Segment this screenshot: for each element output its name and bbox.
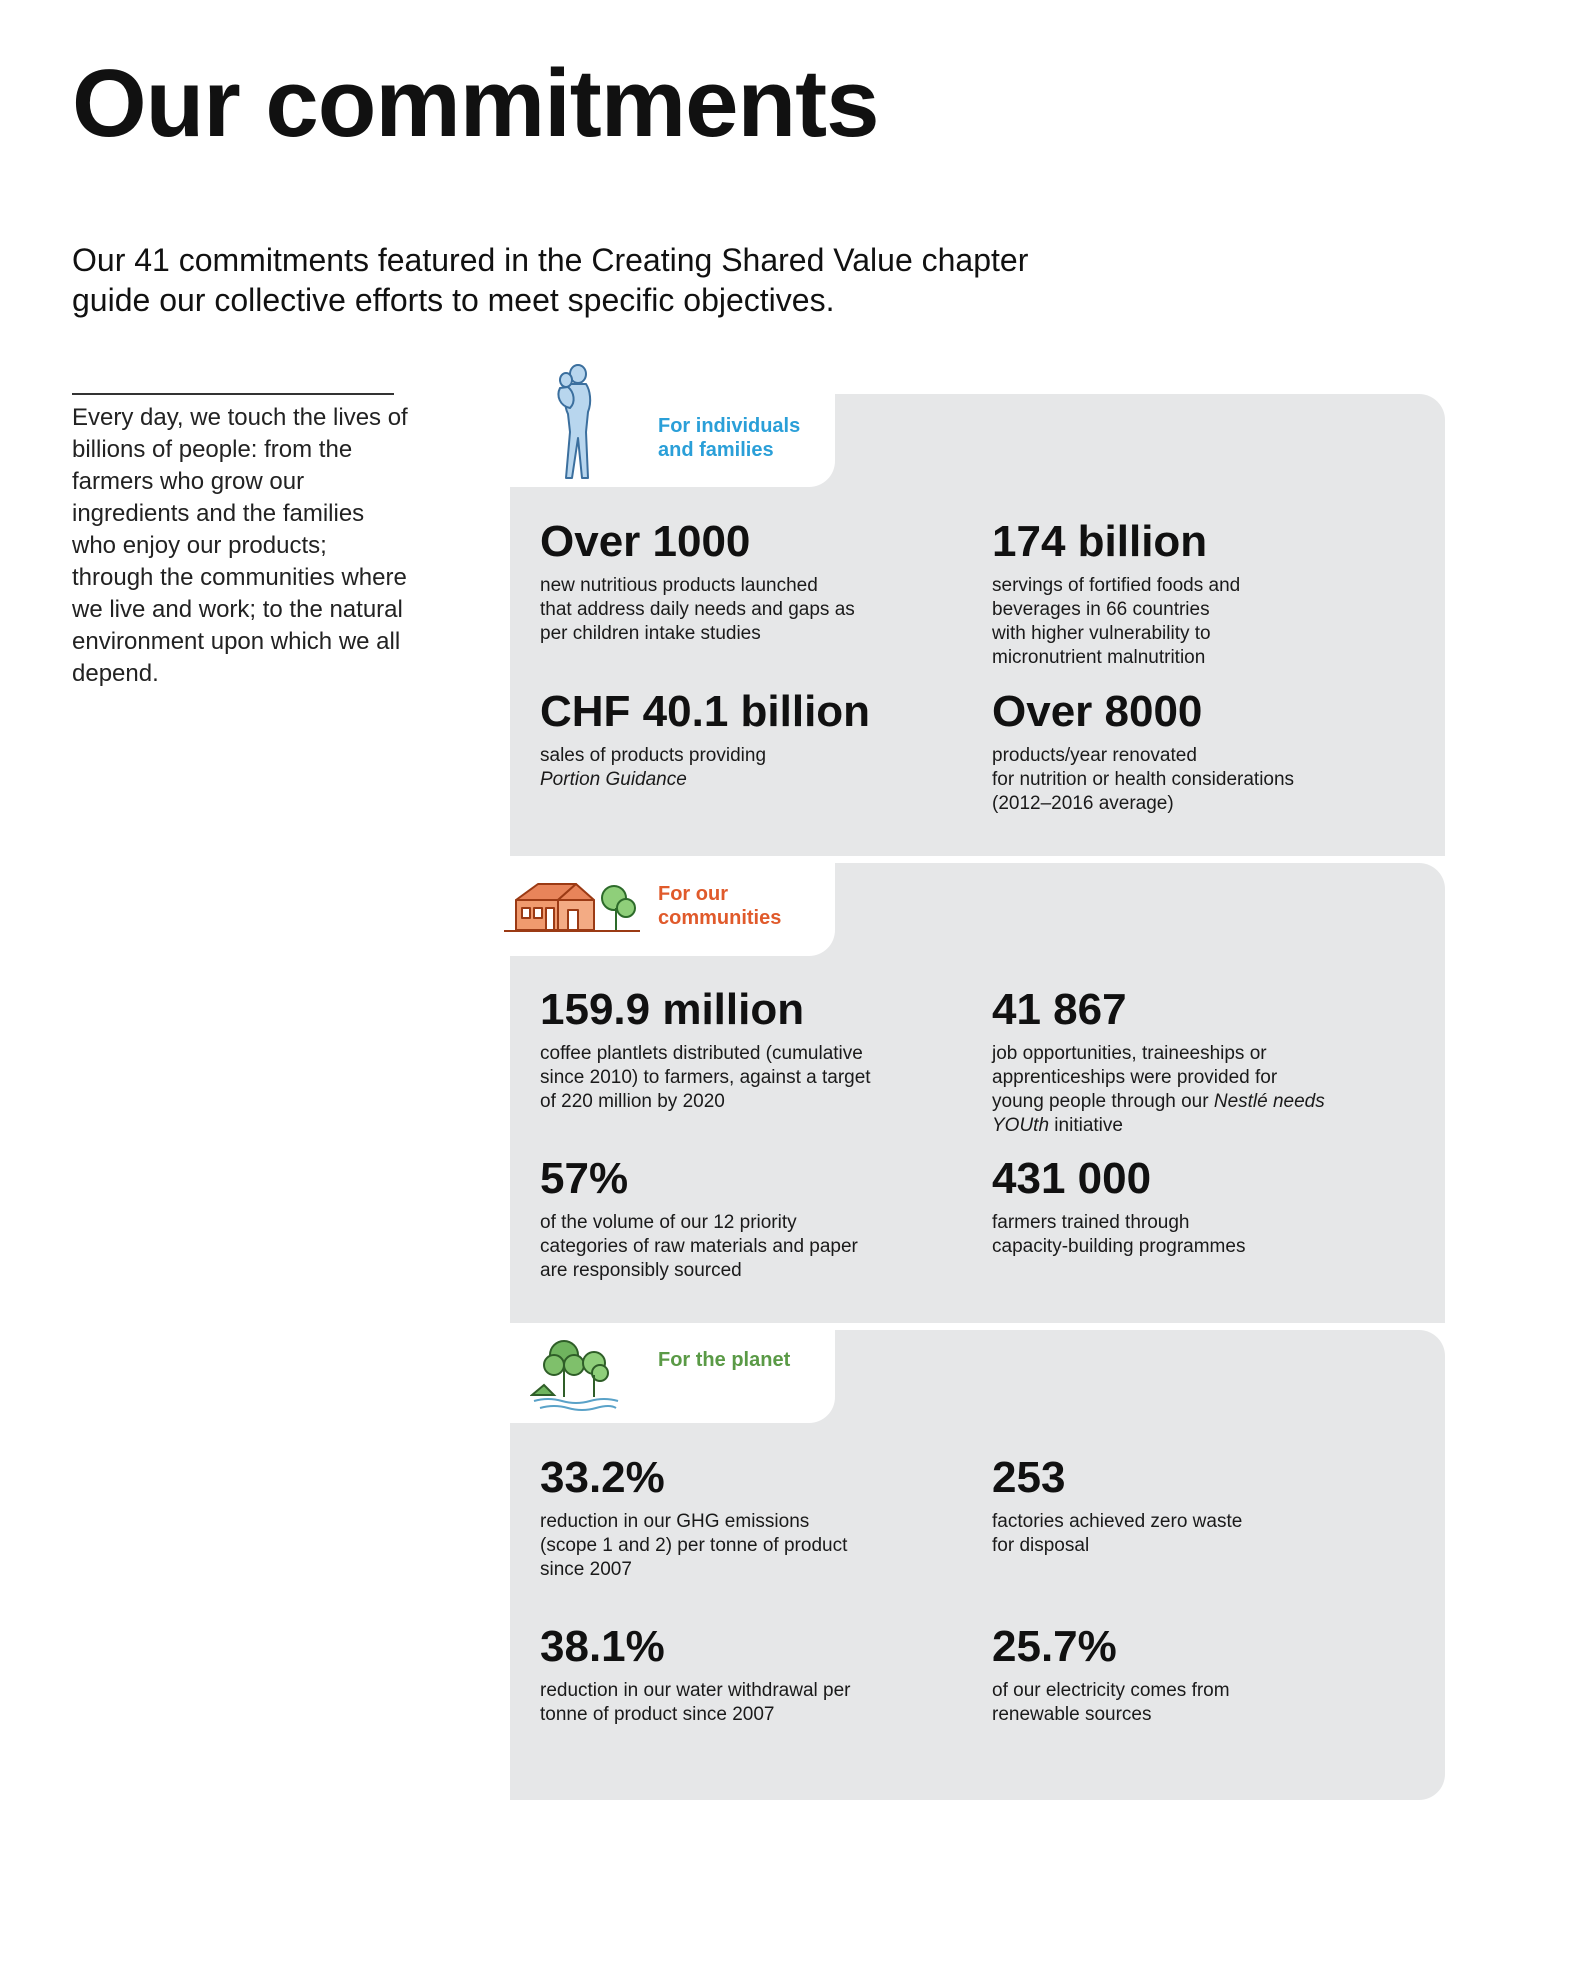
parent-child-icon: [548, 362, 600, 482]
stat-description: of the volume of our 12 priority categories of raw materials and paper are responsibly sourced: [540, 1212, 858, 1281]
stat-description: reduction in our GHG emissions (scope 1 and 2) per tonne of product since 2007: [540, 1511, 848, 1580]
stat-description: job opportunities, traineeships or apprenticeships were provided for young people through our Nestlé needs YOUth initiative: [992, 1043, 1325, 1136]
stat-value: 33.2%: [540, 1453, 665, 1502]
stat-value: 431 000: [992, 1154, 1152, 1203]
stat-description: coffee plantlets distributed (cumulative since 2010) to farmers, against a target of 220 million by 2020: [540, 1043, 871, 1112]
house-tree-icon: [502, 876, 642, 934]
stat-value: 57%: [540, 1154, 629, 1203]
page-title: Our commitments: [72, 50, 879, 157]
trees-water-icon: [530, 1335, 620, 1415]
stat-description: reduction in our water withdrawal per tonne of product since 2007: [540, 1680, 851, 1725]
intro-line-2: guide our collective efforts to meet specific objectives.: [72, 282, 835, 318]
stat-description: factories achieved zero waste for disposal: [992, 1511, 1243, 1556]
label-planet-text: For the planet: [658, 1349, 791, 1371]
stat-description: servings of fortified foods and beverages in 66 countries with higher vulnerability to micronutrient malnutrition: [992, 575, 1241, 668]
side-text: Every day, we touch the lives of billions of people: from the farmers who grow our ingredients and the families who enjoy our products; through the communities where we live and work; to the natural environment upon which we all depend.: [72, 404, 408, 687]
stat-value: 41 867: [992, 985, 1127, 1034]
stat-description: sales of products providing Portion Guidance: [540, 745, 767, 790]
stat-description: new nutritious products launched that address daily needs and gaps as per children intake studies: [540, 575, 855, 644]
label-communities-line-1: For our: [658, 883, 728, 905]
stat-value: CHF 40.1 billion: [540, 687, 871, 736]
intro-text: [72, 240, 1172, 320]
label-communities: [658, 882, 858, 930]
stat-description: farmers trained through capacity-building programmes: [992, 1212, 1246, 1257]
label-individuals: [658, 414, 858, 462]
label-individuals-line-2: and families: [658, 439, 774, 461]
stat-value: 38.1%: [540, 1622, 665, 1671]
stat-value: 159.9 million: [540, 985, 805, 1034]
stat-value: 253: [992, 1453, 1066, 1502]
side-divider: [72, 393, 394, 395]
label-communities-line-2: communities: [658, 907, 782, 929]
stat-value: Over 1000: [540, 517, 751, 566]
stat-value: 174 billion: [992, 517, 1208, 566]
intro-line-1: Our 41 commitments featured in the Creating Shared Value chapter: [72, 242, 1029, 278]
stat-value: 25.7%: [992, 1622, 1117, 1671]
label-individuals-line-1: For individuals: [658, 415, 801, 437]
stat-value: Over 8000: [992, 687, 1203, 736]
stat-description: of our electricity comes from renewable sources: [992, 1680, 1230, 1725]
stat-description: products/year renovated for nutrition or health considerations (2012–2016 average): [992, 745, 1295, 814]
label-planet: [658, 1348, 858, 1372]
